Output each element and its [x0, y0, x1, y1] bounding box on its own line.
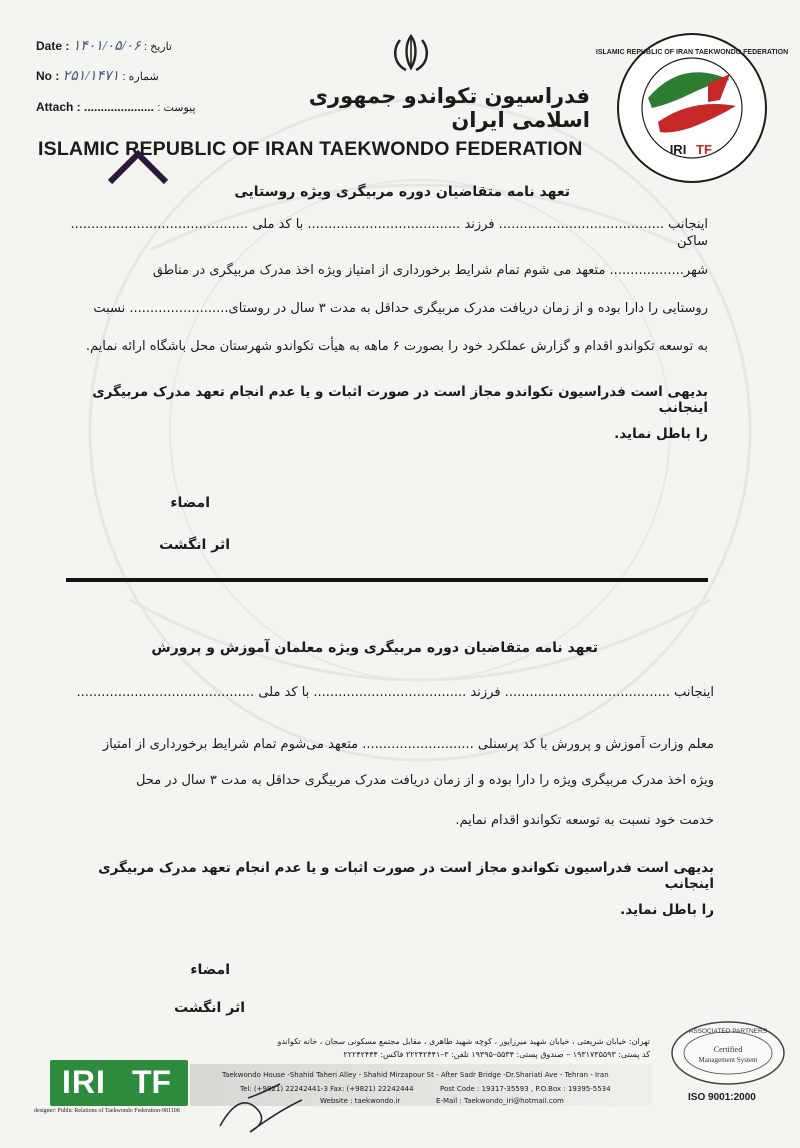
logo-tf-text: TF [696, 142, 712, 157]
org-name-fa: فدراسیون تکواندو جمهوری اسلامی ایران [308, 84, 590, 132]
section1-line3: روستایی را دارا بوده و از زمان دریافت مدرک مربیگری حداقل به مدت ۳ سال در روستای........................ نسبت [93, 301, 708, 316]
date-value: ۱۴۰۱/۰۵/۰۶ [72, 39, 141, 54]
federation-logo [595, 28, 789, 188]
section2-bold2: را باطل نماید. [620, 902, 714, 918]
cert-mid2-text: Management System [698, 1056, 758, 1064]
footer-phone-en: Tel: (+9821) 22242441-3 Fax: (+9821) 22242444 [240, 1085, 414, 1093]
footer-designer: designer: Public Relations of Taekwondo Federation-981108 [34, 1108, 180, 1114]
cert-top-text: ASSOCIATED PARTNERS [688, 1028, 768, 1035]
attach-row [36, 100, 236, 114]
org-name-en: ISLAMIC REPUBLIC OF IRAN TAEKWONDO FEDERATION [38, 138, 583, 160]
section1-line1: اینجانب ........................................ فرزند ..................................... با کد ملی ........................................... ساکن [70, 217, 708, 249]
number-label: No : [36, 69, 60, 83]
date-label-fa: : تاریخ [143, 41, 172, 53]
national-emblem-icon [388, 32, 434, 74]
section2-line1: اینجانب ........................................ فرزند ..................................... با کد ملی ........................................... [76, 685, 714, 700]
section1-bold1: بدیهی است فدراسیون تکواندو مجاز است در صورت اثبات و یا عدم انجام تعهد مدرک مربیگری اینجانب [92, 384, 708, 416]
section1-bold2: را باطل نماید. [614, 426, 708, 442]
section1-title: تعهد نامه متقاضیان دوره مربیگری ویژه روستایی [234, 184, 570, 200]
footer-post-en: Post Code : 19317-35593 , P.O.Box : 19395-5534 [440, 1085, 611, 1093]
signature-scribble [210, 1070, 320, 1140]
footer-address-fa: تهران: خیابان شریعتی ، خیابان شهید میرزاپور ، کوچه شهید طاهری ، مقابل مجتمع مسکونی سحان ، خانه تکواندو [277, 1037, 650, 1046]
number-value: ۲۵۱/۱۴۷۱ [62, 69, 120, 84]
footer-logo-tf: TF [132, 1064, 172, 1100]
footer-web: Website : taekwondo.ir [320, 1097, 401, 1105]
footer-logo [50, 1060, 188, 1106]
number-label-fa: : شماره [122, 71, 159, 83]
footer-email: E-Mail : Taekwondo_iri@hotmail.com [436, 1097, 564, 1105]
footer-address-en: Taekwondo House -Shahid Taheri Alley - Shahid Mirzapour St - After Sadr Bridge -Dr.Shariati Ave - Tehran - Iran [222, 1071, 609, 1079]
section2-thumb-label: اثر انگشت [174, 1000, 245, 1016]
section2-title: تعهد نامه متقاضیان دوره مربیگری ویژه معلمان آموزش و پرورش [151, 640, 598, 656]
logo-ring-text: ISLAMIC REPUBLIC OF IRAN TAEKWONDO FEDERATION [595, 49, 789, 56]
section2-line3: ویژه اخذ مدرک مربیگری ویژه را دارا بوده و از زمان دریافت مدرک مربیگری حداقل به مدت ۳ سال در محل [135, 773, 714, 788]
logo-inner-text: IRI [669, 142, 687, 157]
cert-mid1-text: Certified [713, 1045, 743, 1054]
attach-label-fa: : پیوست [157, 102, 196, 114]
footer-logo-text: IRI [62, 1064, 106, 1100]
number-row [36, 68, 226, 85]
section1-thumb-label: اثر انگشت [159, 537, 230, 553]
date-label: Date : [36, 39, 70, 53]
iso-label: ISO 9001:2000 [688, 1092, 756, 1103]
section2-line2: معلم وزارت آموزش و پرورش با کد پرسنلی ........................... متعهد می‌شوم تمام شرایط برخورداری از امتیاز [102, 737, 714, 752]
chevron-mark-icon [106, 146, 170, 186]
section1-line2: شهر.................. متعهد می شوم تمام شرایط برخورداری از امتیاز ویژه اخذ مدرک مربیگری در مناطق [152, 263, 708, 278]
section2-sign-label: امضاء [190, 962, 230, 978]
section1-sign-label: امضاء [170, 495, 210, 511]
date-row [36, 38, 226, 55]
section2-line4: خدمت خود نسبت به توسعه تکواندو اقدام نمایم. [455, 813, 714, 828]
footer-codes-fa: کد پستی: ۱۹۳۱۷۳۵۵۹۳ – صندوق پستی: ۵۵۳۴–۱۹۳۹۵ تلفن: ۳–۲۲۲۴۲۴۴۱ فاکس: ۲۲۲۴۲۴۴۴ [343, 1050, 650, 1059]
section-divider [66, 578, 708, 582]
attach-label: Attach : ..................... [36, 100, 155, 114]
section2-bold1: بدیهی است فدراسیون تکواندو مجاز است در صورت اثبات و یا عدم انجام تعهد مدرک مربیگری اینجانب [98, 860, 714, 892]
iso-cert-seal [668, 1018, 788, 1088]
section1-line4: به توسعه تکواندو اقدام و گزارش عملکرد خود را بصورت ۶ ماهه به هیأت تکواندو شهرستان محل باشگاه ارائه نمایم. [85, 339, 708, 354]
